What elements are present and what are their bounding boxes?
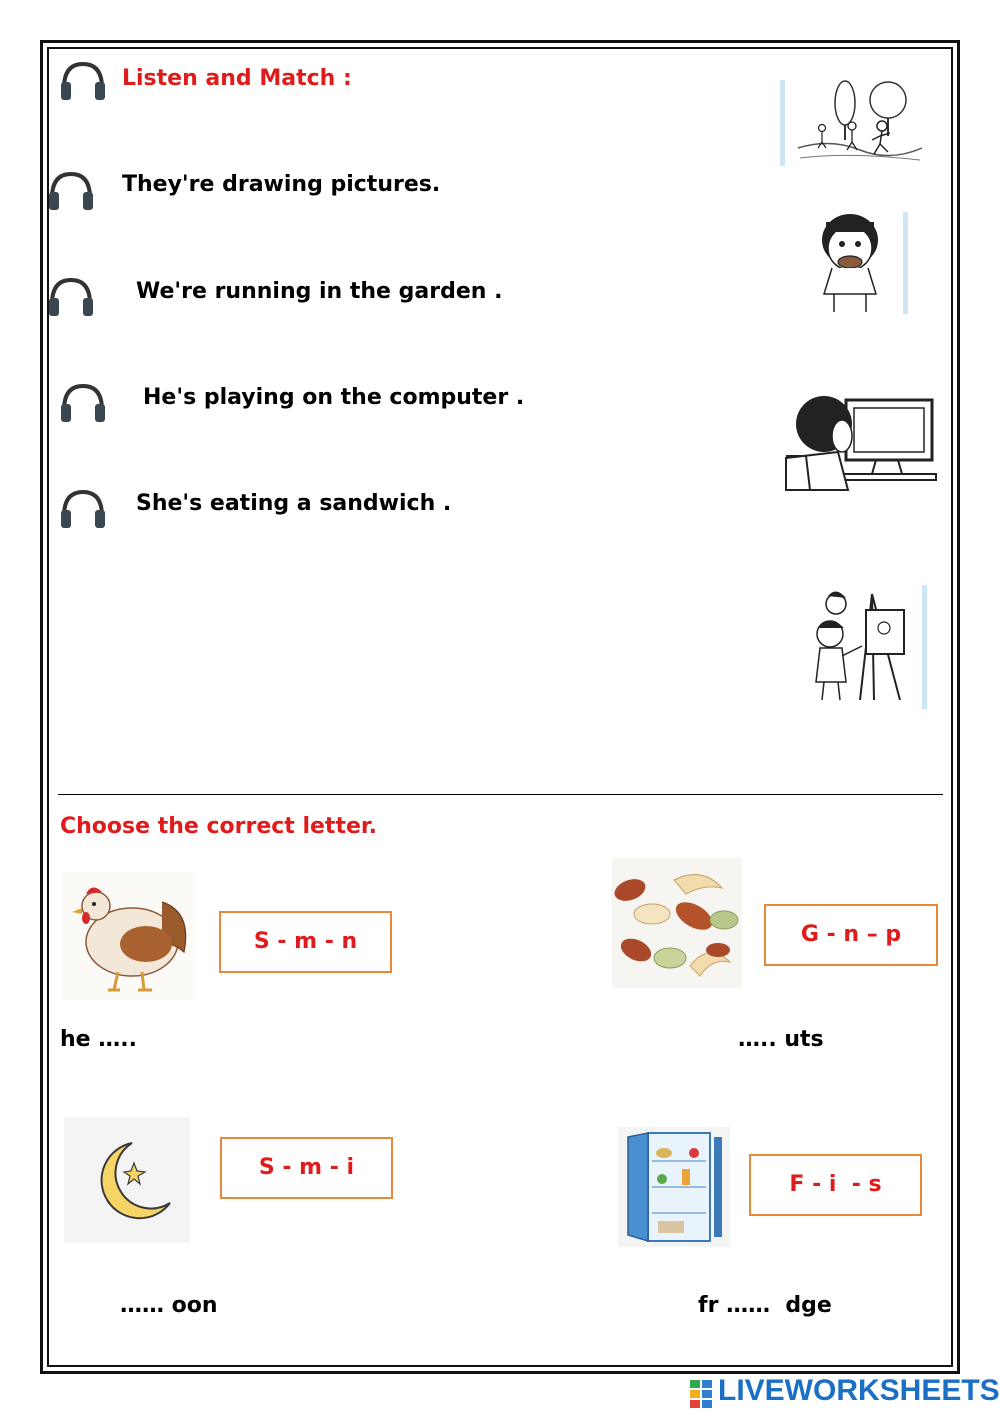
- headphones-icon[interactable]: [58, 58, 108, 102]
- letter-choice-box[interactable]: F - i - s: [749, 1154, 922, 1216]
- sentence-4: She's eating a sandwich .: [136, 491, 452, 516]
- letter-choice-box[interactable]: S - m - n: [219, 911, 392, 973]
- fridge-picture[interactable]: [618, 1127, 730, 1247]
- letter-choice-box[interactable]: S - m - i: [220, 1137, 393, 1199]
- picture-frame-bar: [922, 585, 927, 709]
- liveworksheets-brand: LIVEWORKSHEETS: [718, 1374, 1000, 1407]
- girl-eating-picture[interactable]: [808, 208, 900, 316]
- word-blank: fr …… dge: [698, 1293, 832, 1318]
- sentence-1: They're drawing pictures.: [122, 172, 441, 197]
- kids-drawing-picture[interactable]: [800, 584, 916, 706]
- word-blank: ….. uts: [738, 1027, 824, 1052]
- picture-frame-bar: [903, 212, 908, 314]
- sentence-3: He's playing on the computer .: [143, 385, 525, 410]
- boy-computer-picture[interactable]: [776, 386, 940, 492]
- headphones-icon[interactable]: [58, 380, 108, 424]
- headphones-icon[interactable]: [58, 486, 108, 530]
- picture-frame-bar: [780, 80, 785, 166]
- letter-choice-box[interactable]: G - n – p: [764, 904, 938, 966]
- liveworksheets-logo-icon: [690, 1376, 714, 1410]
- hen-picture[interactable]: [62, 872, 196, 1000]
- headphones-icon[interactable]: [46, 168, 96, 212]
- section-divider: [58, 794, 943, 795]
- word-blank: he …..: [60, 1027, 137, 1052]
- listen-match-heading: Listen and Match :: [122, 66, 352, 91]
- sentence-2: We're running in the garden .: [136, 279, 503, 304]
- nuts-picture[interactable]: [612, 858, 742, 988]
- headphones-icon[interactable]: [46, 274, 96, 318]
- word-blank: …… oon: [120, 1293, 218, 1318]
- moon-picture[interactable]: [64, 1117, 190, 1243]
- kids-running-picture[interactable]: [790, 78, 930, 168]
- choose-letter-heading: Choose the correct letter.: [60, 814, 377, 839]
